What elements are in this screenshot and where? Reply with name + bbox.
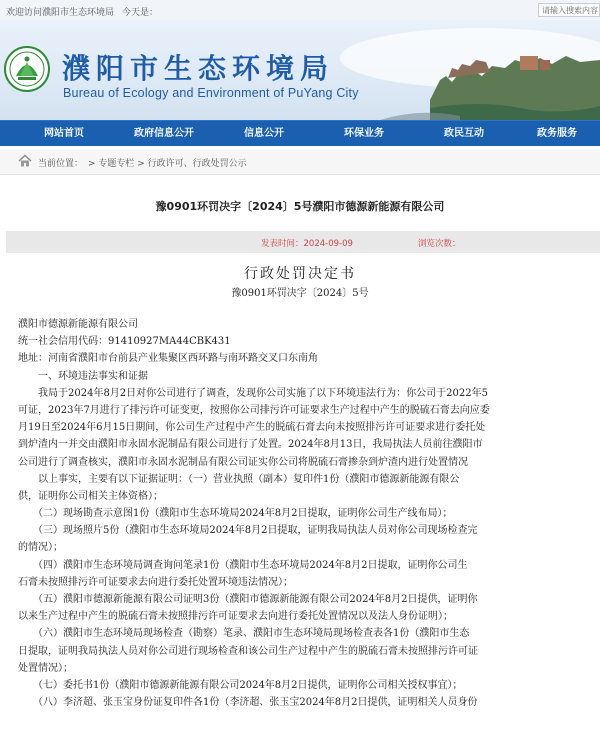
body-line: （七）委托书1份（濮阳市德源新能源有限公司2024年8月2日提供，证明你公司相关授权事宜）；	[18, 679, 463, 691]
nav-home[interactable]: 网站首页	[44, 128, 84, 139]
breadcrumb-label: 当前位置：	[38, 159, 84, 169]
body-line: 供，证明你公司相关主体资格）；	[18, 490, 163, 502]
body-line: 一、环境违法事实和证据	[18, 370, 148, 382]
article-meta	[6, 231, 600, 253]
body-line: （八）李济超、张玉宝身份证复印件各1份（李济超、张玉宝2024年8月2日提供，证明相关人员身份	[18, 697, 478, 709]
nav-info-public[interactable]: 信息公开	[244, 128, 284, 139]
body-line: 可证，2023年7月进行了排污许可证变更，按照你公司排污许可证要求生产过程中产生的脱硫石膏去向应委	[18, 404, 490, 416]
home-icon[interactable]	[18, 154, 32, 168]
site-subtitle: Bureau of Ecology and Environment of PuYang City	[63, 86, 359, 100]
body-line: 石膏未按照排污许可证要求去向进行委托处置环境违法情况）；	[18, 576, 293, 588]
nav-gov-info[interactable]: 政府信息公开	[134, 128, 194, 139]
publish-date: 发表时间：2024-09-09	[261, 239, 353, 249]
nav-interaction[interactable]: 政民互动	[444, 128, 484, 139]
breadcrumb	[0, 150, 600, 175]
body-line: 地址：河南省濮阳市台前县产业集聚区西环路与南环路交叉口东南角	[18, 353, 318, 365]
document-body	[18, 316, 600, 750]
body-line: （四）濮阳市生态环境局调查询问笔录1份（濮阳市生态环境局2024年8月2日提取，证明你公司生	[18, 559, 468, 571]
nav-services[interactable]: 政务服务	[537, 128, 577, 139]
body-line: （二）现场勘查示意图1份（濮阳市生态环境局2024年8月2日提取，证明你公司生产线布局）；	[18, 508, 453, 520]
body-line: 统一社会信用代码：91410927MA44CBK431	[18, 336, 231, 348]
body-line: 公司进行了调查核实，濮阳市永固水泥制品有限公司证实你公司将脱硫石膏掺杂到炉渣内进行处置情况	[18, 456, 468, 468]
body-line: 日提取，证明我局执法人员对你公司进行现场检查和该公司生产过程中产生的脱硫石膏未按照排污许可证	[18, 645, 478, 657]
body-line: 我局于2024年8月2日对你公司进行了调查，发现你公司实施了以下环境违法行为：你公司于2022年5	[18, 387, 488, 399]
breadcrumb-path[interactable]: > 专题专栏 > 行政许可、行政处罚公示	[88, 159, 247, 169]
article-title: 豫0901环罚决字〔2024〕5号濮阳市德源新能源有限公司	[155, 200, 445, 213]
top-bar	[0, 0, 600, 21]
body-line: 月19日至2024年6月15日期间，你公司生产过程中产生的脱硫石膏去向未按照排污许可证要求进行委托处	[18, 422, 486, 434]
body-line: 以来生产过程中产生的脱硫石膏未按照排污许可证要求去向进行委托处置情况以及法人身份证明）；	[18, 611, 453, 623]
body-line: 以上事实，主要有以下证据证明：（一）营业执照（副本）复印件1份（濮阳市德源新能源有限公	[18, 473, 460, 485]
body-line: （五）濮阳市德源新能源有限公司证明3份（濮阳市德源新能源有限公司2024年8月2日提供，证明你	[18, 594, 478, 605]
search-input[interactable]: 请输入搜索内容	[538, 3, 600, 17]
bureau-logo	[4, 46, 50, 92]
weather-text: 今天是：	[122, 8, 159, 18]
view-count: 浏览次数：	[418, 239, 461, 249]
site-title: 濮阳市生态环境局	[62, 52, 335, 85]
body-line: 到炉渣内一并交由濮阳市永固水泥制品有限公司进行了处置。2024年8月13日，我局执法人员前往濮阳市	[18, 439, 483, 451]
document-title: 行政处罚决定书	[244, 266, 356, 282]
body-line: 濮阳市德源新能源有限公司	[18, 319, 138, 330]
nav-env-business[interactable]: 环保业务	[344, 128, 384, 139]
welcome-text: 欢迎访问濮阳市生态环境局	[6, 8, 115, 18]
body-line: 的情况）；	[18, 542, 63, 554]
document-number: 豫0901环罚决字〔2024〕5号	[231, 288, 369, 299]
body-line: （六）濮阳市生态环境局现场检查（勘察）笔录、濮阳市生态环境局现场检查表各1份（濮阳市生态	[18, 628, 470, 640]
body-line: 处置情况）；	[18, 662, 73, 674]
site-banner	[0, 20, 600, 120]
body-line: （三）现场照片5份（濮阳市生态环境局2024年8月2日提取，证明我局执法人员对你公司现场检查完	[18, 525, 478, 537]
main-nav	[0, 120, 600, 146]
